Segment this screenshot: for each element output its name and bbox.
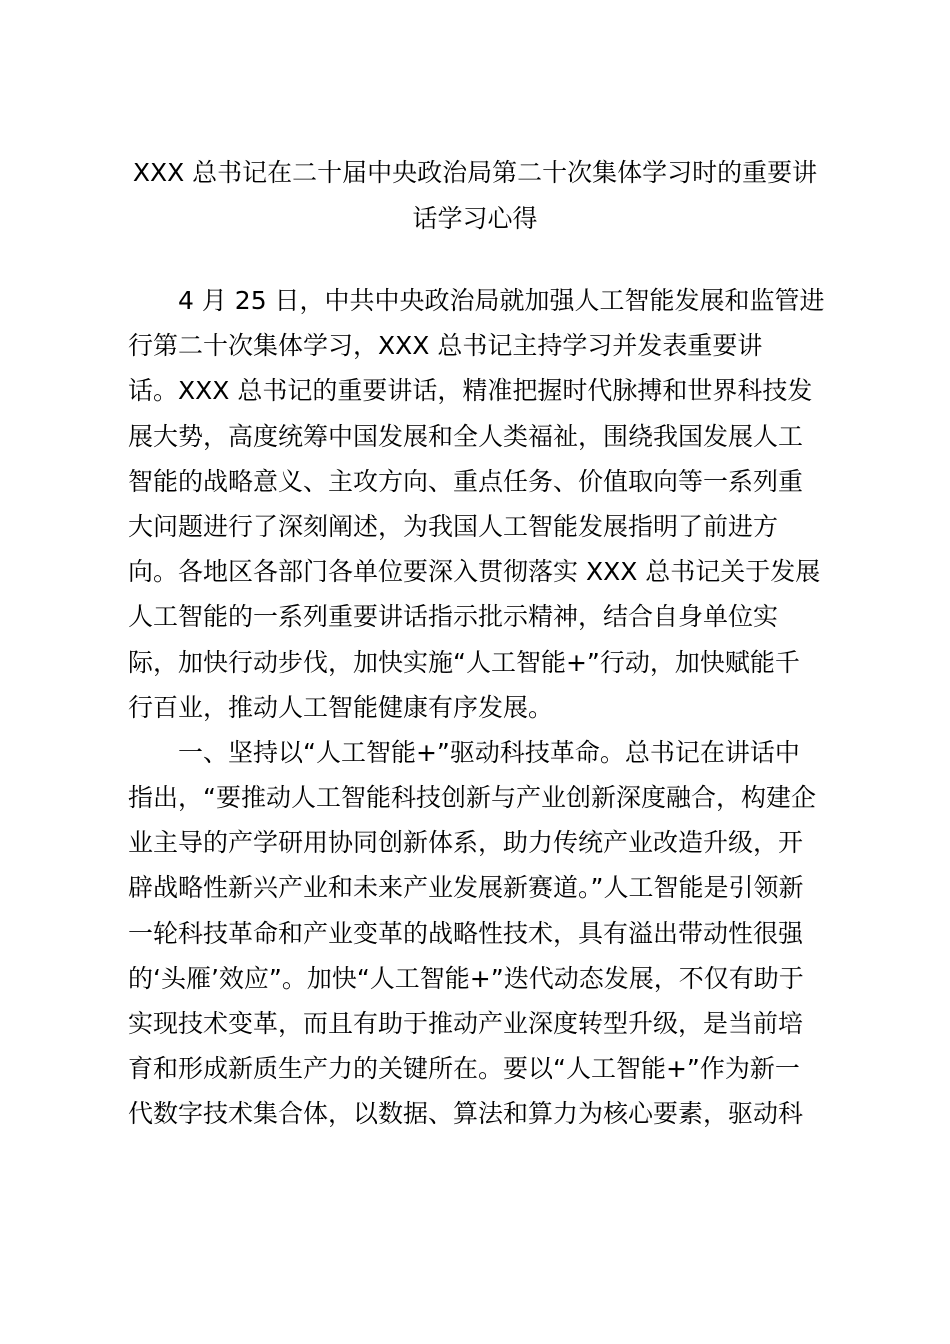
paragraph-line: 人工智能的一系列重要讲话指示批示精神，结合自身单位实 bbox=[128, 602, 779, 632]
paragraph-line: 一轮科技革命和产业变革的战略性技术，具有溢出带动性很强 bbox=[128, 918, 804, 948]
paragraph-line: 代数字技术集合体，以数据、算法和算力为核心要素，驱动科 bbox=[128, 1099, 804, 1129]
document-body bbox=[128, 278, 838, 1137]
paragraph-line: 际，加快行动步伐，加快实施“人工智能+”行动，加快赋能千 bbox=[128, 647, 800, 677]
paragraph-line: 业主导的产学研用协同创新体系，助力传统产业改造升级，开 bbox=[128, 828, 804, 858]
paragraph-line: 实现技术变革，而且有助于推动产业深度转型升级，是当前培 bbox=[128, 1009, 804, 1038]
paragraph-line: 辟战略性新兴产业和未来产业发展新赛道。”人工智能是引领新 bbox=[128, 873, 804, 903]
paragraph-line: 指出，“要推动人工智能科技创新与产业创新深度融合，构建企 bbox=[128, 783, 816, 813]
paragraph-line: 行百业，推动人工智能健康有序发展。 bbox=[128, 692, 554, 722]
paragraph-line: 话。XXX 总书记的重要讲话，精准把握时代脉搏和世界科技发 bbox=[128, 376, 813, 406]
paragraph-line: 智能的战略意义、主攻方向、重点任务、价值取向等一系列重 bbox=[128, 466, 804, 496]
paragraph-line: 向。各地区各部门各单位要深入贯彻落实 XXX 总书记关于发展 bbox=[128, 557, 821, 587]
paragraph-line: 行第二十次集体学习，XXX 总书记主持学习并发表重要讲 bbox=[128, 331, 763, 361]
paragraph-line: 展大势，高度统筹中国发展和全人类福祉，围绕我国发展人工 bbox=[128, 421, 804, 451]
paragraph-line: 一、坚持以“人工智能+”驱动科技革命。总书记在讲话中 bbox=[178, 737, 800, 767]
paragraph-intro bbox=[128, 278, 838, 730]
paragraph-section-one bbox=[128, 730, 838, 1137]
document-title bbox=[120, 150, 830, 242]
paragraph-line: 的‘头雁’效应”。加快“人工智能+”迭代动态发展，不仅有助于 bbox=[128, 963, 804, 993]
paragraph-line: 4 月 25 日，中共中央政治局就加强人工智能发展和监管进 bbox=[178, 286, 825, 315]
title-line-2: 话学习心得 bbox=[412, 204, 538, 233]
title-line-1: XXX 总书记在二十届中央政治局第二十次集体学习时的重要讲 bbox=[132, 158, 818, 187]
paragraph-line: 大问题进行了深刻阐述，为我国人工智能发展指明了前进方 bbox=[128, 511, 779, 541]
paragraph-line: 育和形成新质生产力的关键所在。要以“人工智能+”作为新一 bbox=[128, 1054, 800, 1084]
